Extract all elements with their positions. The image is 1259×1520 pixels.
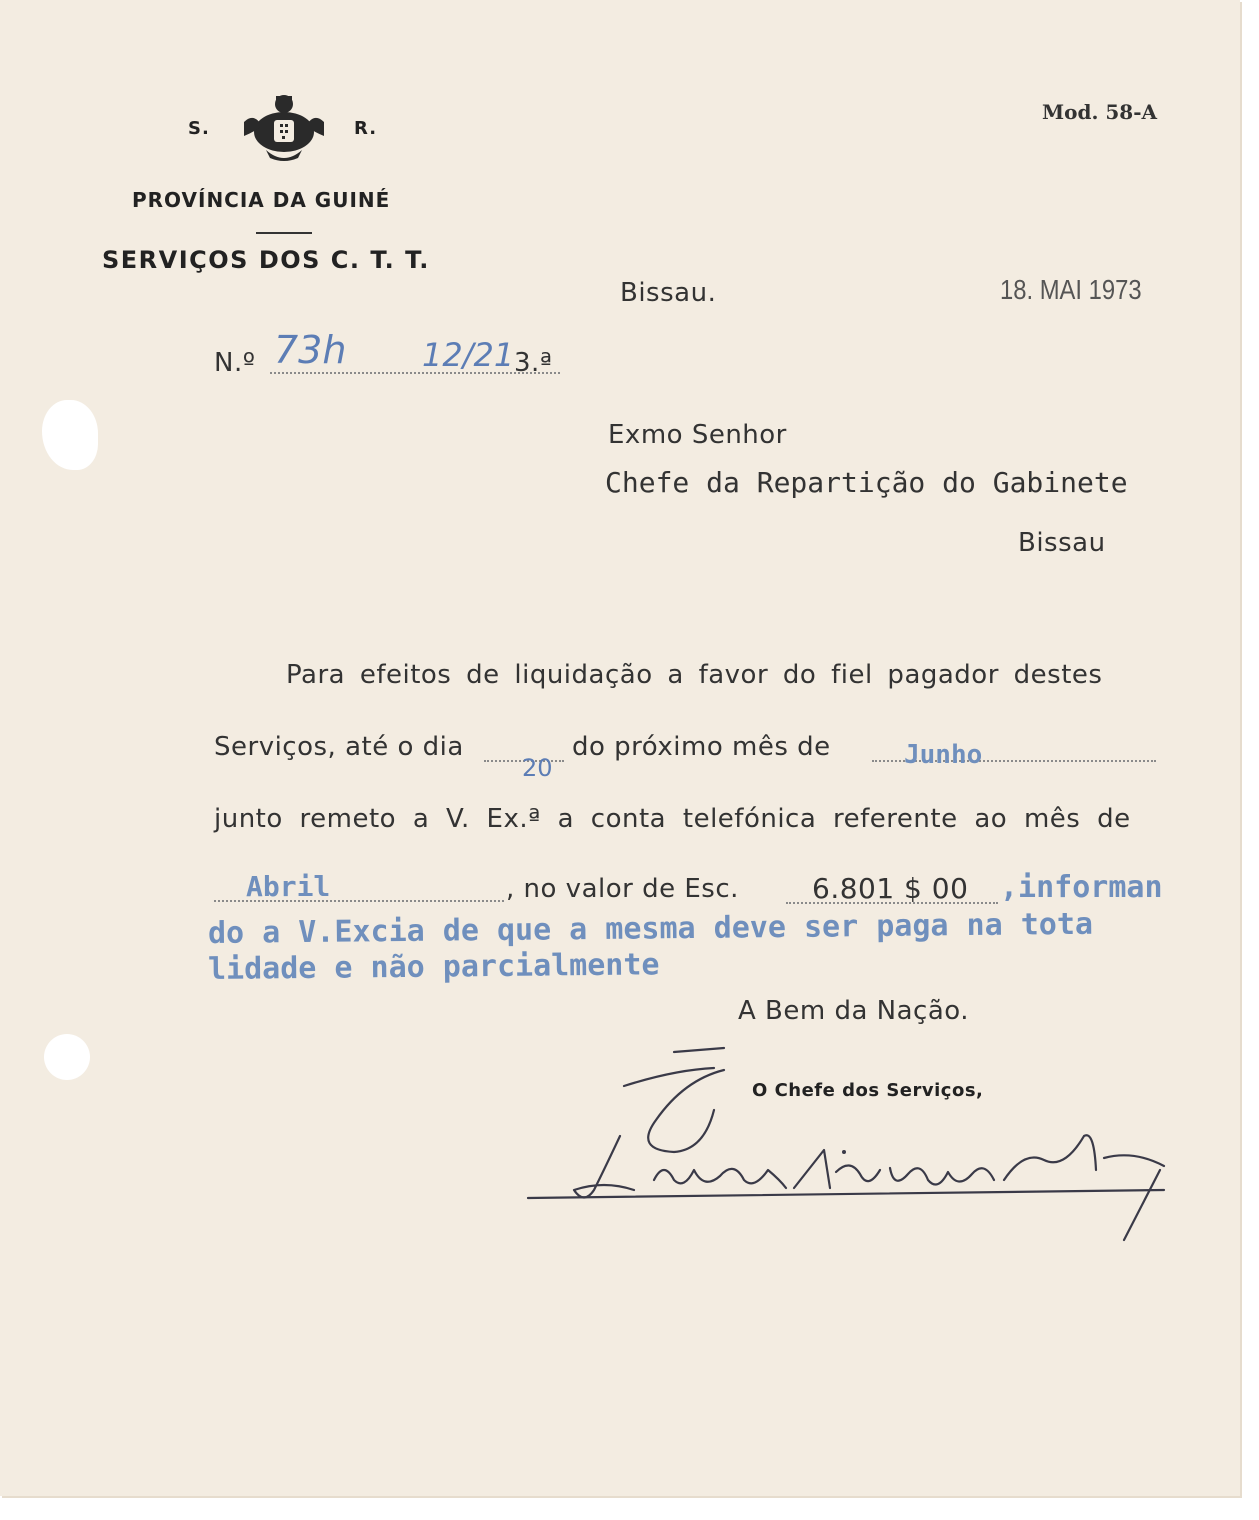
body-line-2-middle: do próximo mês de xyxy=(572,732,831,762)
place-city: Bissau. xyxy=(620,278,717,308)
header-r-letter: R. xyxy=(354,118,378,139)
reference-suffix: 3.ª xyxy=(514,348,553,378)
typed-note-line-1: ,informan xyxy=(1000,870,1163,905)
addressee-city: Bissau xyxy=(1018,528,1106,558)
body-line-2-start: Serviços, até o dia xyxy=(214,732,464,762)
addressee-title: Chefe da Repartição do Gabinete xyxy=(605,466,1128,499)
coat-of-arms-emblem xyxy=(236,92,332,166)
typed-note-line-3: lidade e não parcialmente xyxy=(207,947,660,987)
closing-motto: A Bem da Nação. xyxy=(738,996,970,1026)
body-line-4-start: , no valor de Esc. xyxy=(506,874,739,904)
date-stamp: 18. MAI 1973 xyxy=(1000,274,1142,305)
reference-handwritten-number: 73h xyxy=(274,328,347,372)
services-heading: SERVIÇOS DOS C. T. T. xyxy=(102,246,430,274)
typed-note-line-2: do a V.Excia de que a mesma deve ser paga na tota xyxy=(207,906,1094,951)
header-s-letter: S. xyxy=(188,118,210,139)
header-divider xyxy=(256,232,312,234)
reference-prefix: N.º xyxy=(214,348,256,378)
form-model-number: Mod. 58-A xyxy=(1042,100,1158,124)
signature xyxy=(524,1040,1184,1250)
amount-value: 6.801 $ 00 xyxy=(812,872,969,905)
torn-hole-upper xyxy=(42,400,98,470)
punch-hole-lower xyxy=(44,1034,90,1080)
addressee-salutation: Exmo Senhor xyxy=(608,420,787,450)
payment-day: 20 xyxy=(522,754,553,782)
reference-handwritten-code: 12/21 xyxy=(422,336,515,374)
signatory-title: O Chefe dos Serviços, xyxy=(752,1080,984,1101)
body-line-3: junto remeto a V. Ex.ª a conta telefónica referente ao mês de xyxy=(214,804,1131,834)
next-month: Junho xyxy=(904,740,983,770)
body-line-1: Para efeitos de liquidação a favor do fiel pagador destes xyxy=(286,660,1103,690)
reference-month: Abril xyxy=(246,870,331,903)
province-heading: PROVÍNCIA DA GUINÉ xyxy=(132,188,391,212)
